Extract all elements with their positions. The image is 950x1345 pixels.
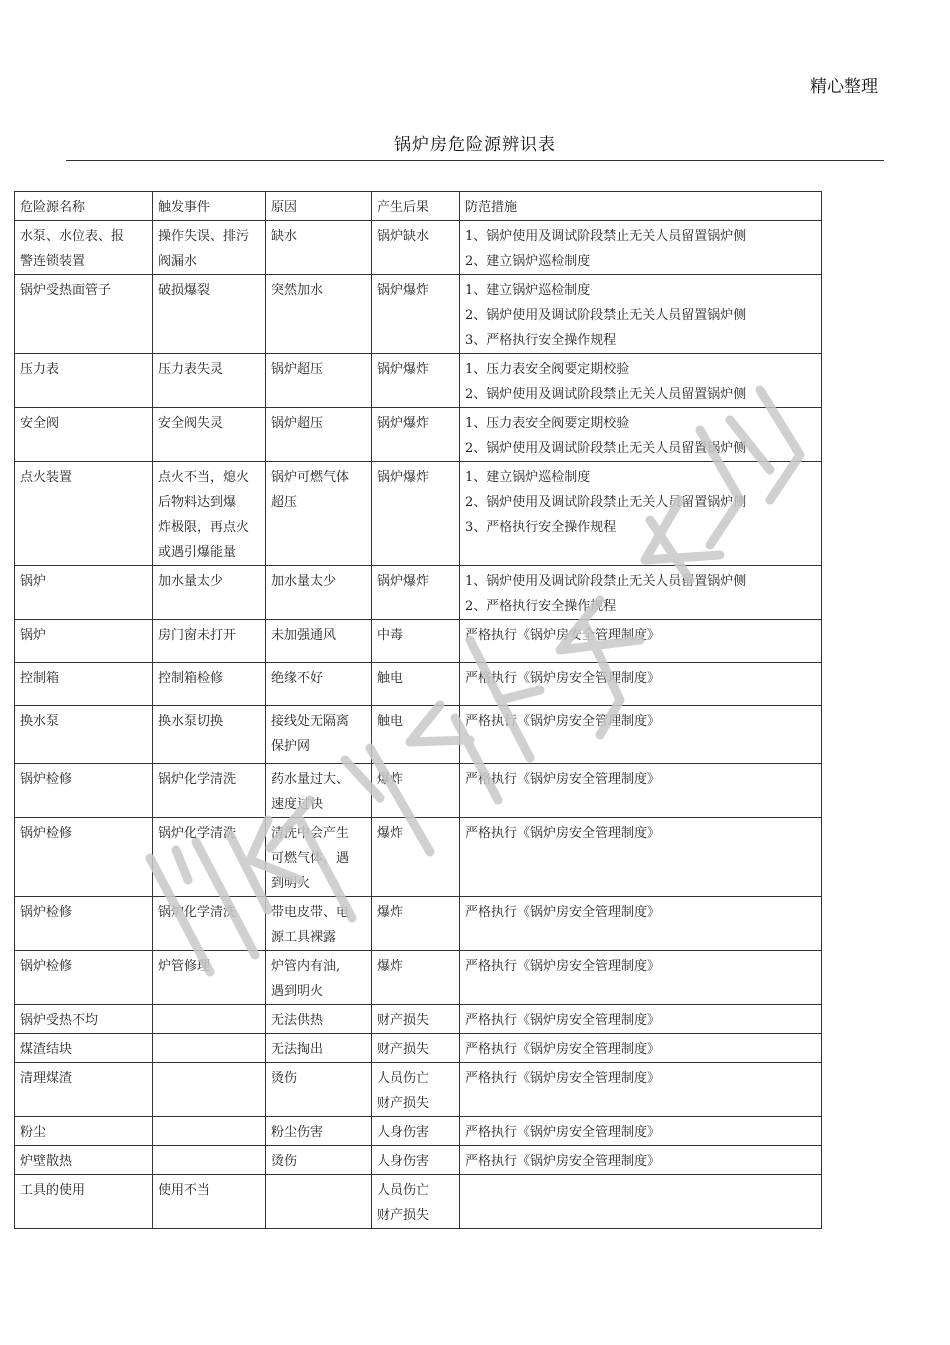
cell-hazard-source [15, 663, 153, 706]
table-row [15, 1175, 822, 1229]
cell-text-line: 点火装置 [20, 470, 73, 485]
cell-cause [266, 275, 372, 354]
cell-text-line: 锅炉 [20, 628, 47, 643]
cell-trigger-event [153, 897, 266, 951]
cell-consequence [372, 663, 460, 706]
table-row [15, 663, 822, 706]
cell-consequence [372, 354, 460, 408]
cell-consequence [372, 1005, 460, 1034]
cell-text-line: 锅炉化学清洗 [158, 772, 237, 787]
cell-consequence [372, 1117, 460, 1146]
cell-consequence [372, 408, 460, 462]
cell-prevention [460, 462, 822, 566]
cell-text-line: 炉管修理 [158, 959, 211, 974]
cell-text-line: 人身伤害 [377, 1125, 430, 1140]
table-row [15, 354, 822, 408]
cell-text-line: 严格执行《锅炉房安全管理制度》 [465, 714, 661, 729]
cell-text-line: 2、锅炉使用及调试阶段禁止无关人员留置锅炉侧 [465, 495, 747, 510]
cell-prevention [460, 566, 822, 620]
cell-text-line: 或遇引爆能量 [158, 545, 237, 560]
table-row [15, 706, 822, 764]
hazard-identification-table [14, 191, 822, 1229]
cell-text-line: 爆炸 [377, 959, 404, 974]
cell-cause [266, 462, 372, 566]
table-row [15, 818, 822, 897]
cell-text-line: 严格执行《锅炉房安全管理制度》 [465, 628, 661, 643]
header-cell-consequence: 产生后果 [372, 192, 460, 221]
cell-consequence [372, 897, 460, 951]
header-cell-cause: 原因 [266, 192, 372, 221]
cell-consequence [372, 1063, 460, 1117]
cell-text-line: 人员伤亡 [377, 1071, 430, 1086]
cell-text-line: 2、锅炉使用及调试阶段禁止无关人员留置锅炉侧 [465, 441, 747, 456]
cell-text-line: 后物料达到爆 [158, 495, 237, 510]
cell-text-line: 财产损失 [377, 1042, 430, 1057]
header-cell-hazard-source: 危险源名称 [15, 192, 153, 221]
cell-text-line: 锅炉爆炸 [377, 362, 430, 377]
cell-text-line: 1、锅炉使用及调试阶段禁止无关人员留置锅炉侧 [465, 574, 747, 589]
cell-text-line: 锅炉检修 [20, 959, 73, 974]
cell-trigger-event [153, 566, 266, 620]
cell-trigger-event [153, 818, 266, 897]
cell-prevention [460, 1034, 822, 1063]
cell-consequence [372, 620, 460, 663]
cell-trigger-event [153, 1117, 266, 1146]
cell-text-line: 爆炸 [377, 905, 404, 920]
cell-trigger-event [153, 408, 266, 462]
cell-hazard-source [15, 620, 153, 663]
cell-text-line: 严格执行《锅炉房安全管理制度》 [465, 959, 661, 974]
cell-text-line: 炉管内有油, [271, 959, 341, 974]
cell-text-line: 锅炉爆炸 [377, 283, 430, 298]
cell-text-line: 无法供热 [271, 1013, 324, 1028]
cell-text-line: 触电 [377, 714, 404, 729]
table-row [15, 951, 822, 1005]
cell-text-line: 锅炉受热面管子 [20, 283, 112, 298]
cell-hazard-source [15, 1117, 153, 1146]
cell-text-line: 锅炉可燃气体 [271, 470, 350, 485]
cell-prevention [460, 764, 822, 818]
cell-text-line: 清理煤渣 [20, 1071, 73, 1086]
cell-consequence [372, 221, 460, 275]
cell-trigger-event [153, 1063, 266, 1117]
cell-trigger-event [153, 1005, 266, 1034]
cell-text-line: 1、建立锅炉巡检制度 [465, 470, 591, 485]
cell-text-line: 房门窗未打开 [158, 628, 237, 643]
cell-consequence [372, 818, 460, 897]
table-body [15, 192, 822, 1229]
cell-cause [266, 1005, 372, 1034]
cell-text-line: 阀漏水 [158, 254, 198, 269]
cell-text-line: 警连锁装置 [20, 254, 86, 269]
cell-hazard-source [15, 897, 153, 951]
cell-text-line: 破损爆裂 [158, 283, 211, 298]
cell-text-line: 严格执行《锅炉房安全管理制度》 [465, 1042, 661, 1057]
cell-hazard-source [15, 566, 153, 620]
cell-cause [266, 566, 372, 620]
cell-text-line: 财产损失 [377, 1013, 430, 1028]
cell-trigger-event [153, 275, 266, 354]
cell-cause [266, 1034, 372, 1063]
cell-text-line: 工具的使用 [20, 1183, 86, 1198]
cell-cause [266, 354, 372, 408]
cell-text-line: 压力表失灵 [158, 362, 224, 377]
cell-prevention [460, 897, 822, 951]
header-cell-trigger-event: 触发事件 [153, 192, 266, 221]
cell-trigger-event [153, 462, 266, 566]
cell-consequence [372, 764, 460, 818]
cell-cause [266, 1063, 372, 1117]
cell-text-line: 锅炉爆炸 [377, 574, 430, 589]
cell-prevention [460, 663, 822, 706]
cell-prevention [460, 1146, 822, 1175]
cell-text-line: 到明火 [271, 876, 311, 891]
table-row [15, 620, 822, 663]
cell-text-line: 严格执行《锅炉房安全管理制度》 [465, 905, 661, 920]
cell-hazard-source [15, 764, 153, 818]
cell-text-line: 锅炉受热不均 [20, 1013, 99, 1028]
cell-text-line: 人员伤亡 [377, 1183, 430, 1198]
table-row [15, 566, 822, 620]
document-title: 锅炉房危险源辨识表 [394, 135, 556, 155]
cell-prevention [460, 818, 822, 897]
cell-text-line: 接线处无隔离 [271, 714, 350, 729]
cell-text-line: 遇到明火 [271, 984, 324, 999]
table-row [15, 764, 822, 818]
cell-prevention [460, 221, 822, 275]
cell-text-line: 锅炉超压 [271, 362, 324, 377]
cell-cause [266, 663, 372, 706]
cell-text-line: 锅炉化学清洗 [158, 905, 237, 920]
cell-text-line: 煤渣结块 [20, 1042, 73, 1057]
cell-text-line: 炉壁散热 [20, 1154, 73, 1169]
cell-text-line: 缺水 [271, 229, 298, 244]
cell-cause [266, 818, 372, 897]
cell-text-line: 触电 [377, 671, 404, 686]
cell-text-line: 安全阀 [20, 416, 60, 431]
cell-consequence [372, 1175, 460, 1229]
cell-text-line: 锅炉检修 [20, 772, 73, 787]
cell-text-line: 锅炉 [20, 574, 47, 589]
cell-consequence [372, 1146, 460, 1175]
cell-text-line: 锅炉缺水 [377, 229, 430, 244]
cell-text-line: 安全阀失灵 [158, 416, 224, 431]
cell-text-line: 压力表 [20, 362, 60, 377]
table-row [15, 1034, 822, 1063]
cell-text-line: 使用不当 [158, 1183, 211, 1198]
cell-text-line: 可燃气体，遇 [271, 851, 350, 866]
cell-text-line: 绝缘不好 [271, 671, 324, 686]
cell-text-line: 财产损失 [377, 1208, 430, 1223]
cell-text-line: 控制箱检修 [158, 671, 224, 686]
table-row [15, 1005, 822, 1034]
cell-cause [266, 1146, 372, 1175]
cell-prevention [460, 706, 822, 764]
cell-prevention [460, 620, 822, 663]
cell-text-line: 加水量太少 [271, 574, 337, 589]
cell-trigger-event [153, 1146, 266, 1175]
cell-text-line: 清洗中会产生 [271, 826, 350, 841]
cell-trigger-event [153, 221, 266, 275]
cell-cause [266, 951, 372, 1005]
cell-hazard-source [15, 221, 153, 275]
cell-text-line: 中毒 [377, 628, 404, 643]
cell-cause [266, 764, 372, 818]
cell-text-line: 严格执行《锅炉房安全管理制度》 [465, 1154, 661, 1169]
cell-text-line: 粉尘 [20, 1125, 47, 1140]
cell-trigger-event [153, 1034, 266, 1063]
cell-hazard-source [15, 1034, 153, 1063]
cell-text-line: 锅炉爆炸 [377, 416, 430, 431]
table-row [15, 897, 822, 951]
cell-text-line: 严格执行《锅炉房安全管理制度》 [465, 772, 661, 787]
cell-cause [266, 620, 372, 663]
cell-text-line: 1、建立锅炉巡检制度 [465, 283, 591, 298]
cell-prevention [460, 951, 822, 1005]
cell-text-line: 财产损失 [377, 1096, 430, 1111]
cell-text-line: 1、压力表安全阀要定期校验 [465, 362, 630, 377]
cell-consequence [372, 566, 460, 620]
cell-cause [266, 897, 372, 951]
cell-prevention [460, 1005, 822, 1034]
cell-cause [266, 408, 372, 462]
cell-text-line: 点火不当，熄火 [158, 470, 250, 485]
cell-text-line: 源工具裸露 [271, 930, 337, 945]
table-row [15, 1117, 822, 1146]
cell-text-line: 严格执行《锅炉房安全管理制度》 [465, 1013, 661, 1028]
table-row [15, 275, 822, 354]
cell-text-line: 粉尘伤害 [271, 1125, 324, 1140]
cell-consequence [372, 1034, 460, 1063]
cell-text-line: 操作失误、排污 [158, 229, 250, 244]
header-cell-prevention: 防范措施 [460, 192, 822, 221]
cell-prevention [460, 354, 822, 408]
cell-text-line: 锅炉爆炸 [377, 470, 430, 485]
cell-cause [266, 706, 372, 764]
cell-hazard-source [15, 408, 153, 462]
table-row [15, 1146, 822, 1175]
table-header-row [15, 192, 822, 221]
cell-trigger-event [153, 663, 266, 706]
cell-cause [266, 1175, 372, 1229]
cell-text-line: 水泵、水位表、报 [20, 229, 125, 244]
cell-text-line: 爆炸 [377, 826, 404, 841]
cell-text-line: 爆炸 [377, 772, 404, 787]
cell-cause [266, 221, 372, 275]
cell-trigger-event [153, 354, 266, 408]
cell-text-line: 严格执行《锅炉房安全管理制度》 [465, 1071, 661, 1086]
cell-text-line: 换水泵 [20, 714, 60, 729]
cell-text-line: 严格执行《锅炉房安全管理制度》 [465, 671, 661, 686]
cell-text-line: 2、锅炉使用及调试阶段禁止无关人员留置锅炉侧 [465, 308, 747, 323]
cell-hazard-source [15, 1005, 153, 1034]
cell-text-line: 速度过快 [271, 797, 324, 812]
cell-trigger-event [153, 706, 266, 764]
cell-hazard-source [15, 818, 153, 897]
cell-prevention [460, 1117, 822, 1146]
cell-text-line: 2、严格执行安全操作规程 [465, 599, 617, 614]
cell-hazard-source [15, 275, 153, 354]
cell-text-line: 3、严格执行安全操作规程 [465, 520, 617, 535]
cell-text-line: 3、严格执行安全操作规程 [465, 333, 617, 348]
cell-trigger-event [153, 951, 266, 1005]
cell-hazard-source [15, 462, 153, 566]
cell-text-line: 烫伤 [271, 1071, 298, 1086]
cell-text-line: 锅炉检修 [20, 905, 73, 920]
table-row [15, 408, 822, 462]
cell-text-line: 炸极限，再点火 [158, 520, 250, 535]
cell-consequence [372, 706, 460, 764]
cell-text-line: 烫伤 [271, 1154, 298, 1169]
cell-text-line: 人身伤害 [377, 1154, 430, 1169]
cell-consequence [372, 951, 460, 1005]
cell-prevention [460, 1063, 822, 1117]
cell-text-line: 保护网 [271, 739, 311, 754]
cell-text-line: 锅炉超压 [271, 416, 324, 431]
cell-text-line: 超压 [271, 495, 298, 510]
cell-text-line: 锅炉化学清洗 [158, 826, 237, 841]
cell-text-line: 药水量过大、 [271, 772, 350, 787]
cell-text-line: 突然加水 [271, 283, 324, 298]
cell-text-line: 2、建立锅炉巡检制度 [465, 254, 591, 269]
cell-text-line: 未加强通风 [271, 628, 337, 643]
cell-text-line: 2、锅炉使用及调试阶段禁止无关人员留置锅炉侧 [465, 387, 747, 402]
cell-prevention [460, 275, 822, 354]
cell-hazard-source [15, 706, 153, 764]
table-row [15, 221, 822, 275]
cell-text-line: 锅炉检修 [20, 826, 73, 841]
cell-text-line: 加水量太少 [158, 574, 224, 589]
cell-text-line: 严格执行《锅炉房安全管理制度》 [465, 1125, 661, 1140]
cell-trigger-event [153, 620, 266, 663]
cell-consequence [372, 275, 460, 354]
cell-trigger-event [153, 1175, 266, 1229]
cell-trigger-event [153, 764, 266, 818]
cell-text-line: 带电皮带、电 [271, 905, 350, 920]
cell-text-line: 换水泵切换 [158, 714, 224, 729]
cell-prevention [460, 408, 822, 462]
cell-cause [266, 1117, 372, 1146]
table-row [15, 462, 822, 566]
cell-text-line: 控制箱 [20, 671, 60, 686]
cell-hazard-source [15, 1063, 153, 1117]
cell-text-line: 无法掏出 [271, 1042, 324, 1057]
cell-hazard-source [15, 354, 153, 408]
cell-prevention [460, 1175, 822, 1229]
cell-hazard-source [15, 1175, 153, 1229]
cell-hazard-source [15, 1146, 153, 1175]
title-divider [66, 160, 884, 161]
cell-text-line: 1、压力表安全阀要定期校验 [465, 416, 630, 431]
cell-text-line: 严格执行《锅炉房安全管理制度》 [465, 826, 661, 841]
cell-hazard-source [15, 951, 153, 1005]
cell-consequence [372, 462, 460, 566]
table-row [15, 1063, 822, 1117]
cell-text-line: 1、锅炉使用及调试阶段禁止无关人员留置锅炉侧 [465, 229, 747, 244]
header-note: 精心整理 [810, 77, 878, 97]
